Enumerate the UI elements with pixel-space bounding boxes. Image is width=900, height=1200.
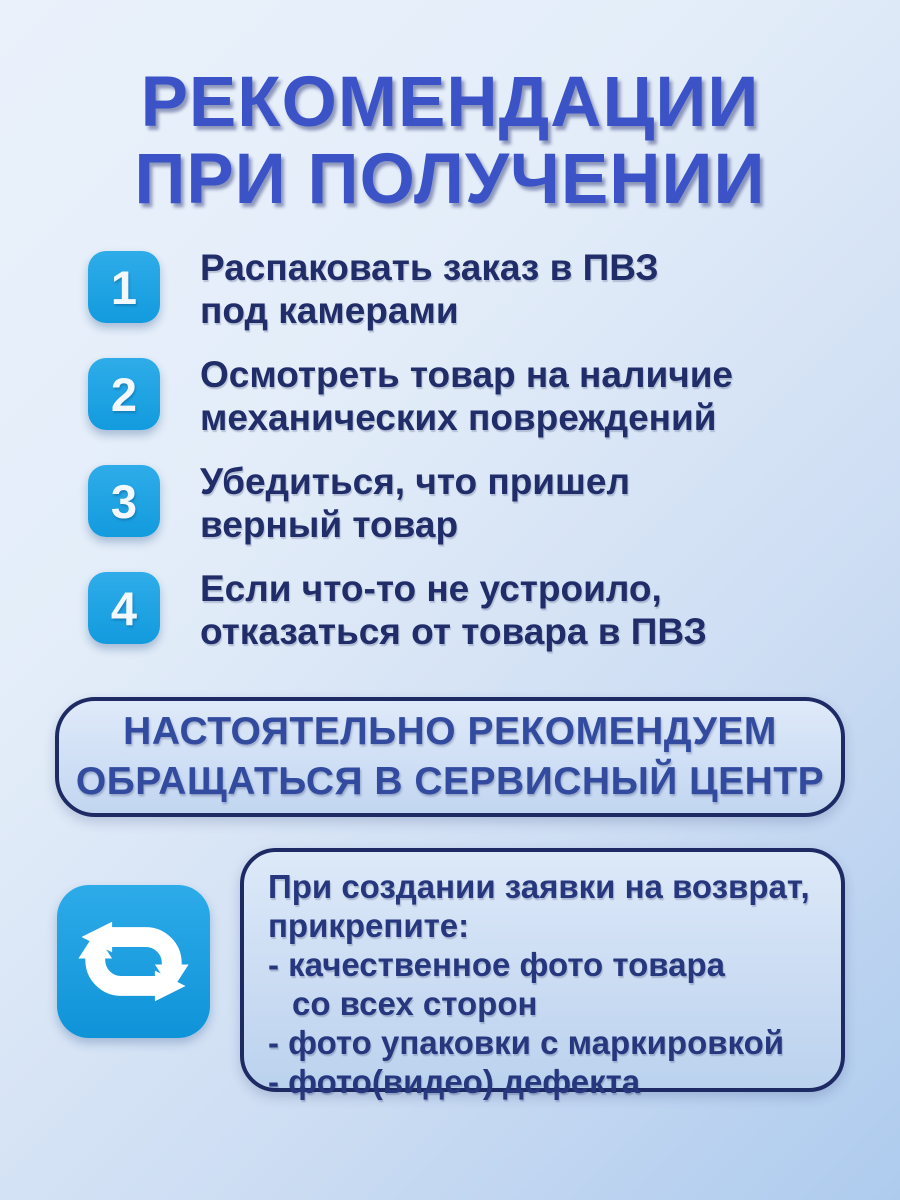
step-text-line1: Если что-то не устроило, [200,568,662,609]
return-line: - фото упаковки с маркировкой [268,1024,785,1061]
step-text-line2: верный товар [200,504,459,545]
return-line: - фото(видео) дефекта [268,1063,641,1100]
step-text-line2: под камерами [200,290,459,331]
step-text-line2: механических повреждений [200,397,717,438]
exchange-arrows-icon [57,885,210,1038]
return-line: - качественное фото товара [268,946,725,983]
step-text-line1: Убедиться, что пришел [200,461,630,502]
step-text [200,246,659,332]
step-text-line1: Распаковать заказ в ПВЗ [200,247,659,288]
list-item-step-1 [88,246,870,332]
return-line: прикрепите: [268,907,470,944]
return-instructions-box [240,848,845,1100]
step-text [200,353,733,439]
page-title [0,64,900,218]
step-text-line2: отказаться от товара в ПВЗ [200,611,707,652]
step-number-badge: 3 [88,465,160,537]
list-item-step-4 [88,567,870,653]
page-title-line2: ПРИ ПОЛУЧЕНИИ [134,140,766,219]
steps-list [88,246,870,674]
step-number-badge: 2 [88,358,160,430]
recommendation-line2: ОБРАЩАТЬСЯ В СЕРВИСНЫЙ ЦЕНТР [75,760,825,803]
return-line: со всех сторон [292,985,538,1022]
recommendation-line1: НАСТОЯТЕЛЬНО РЕКОМЕНДУЕМ [123,710,777,753]
step-text [200,567,707,653]
list-item-step-2 [88,353,870,439]
return-line: При создании заявки на возврат, [268,868,810,905]
step-text [200,460,630,546]
step-number-badge: 4 [88,572,160,644]
step-number-badge: 1 [88,251,160,323]
step-text-line1: Осмотреть товар на наличие [200,354,734,395]
service-center-recommendation-box [55,697,845,817]
list-item-step-3 [88,460,870,546]
page-title-line1: РЕКОМЕНДАЦИИ [140,63,760,142]
